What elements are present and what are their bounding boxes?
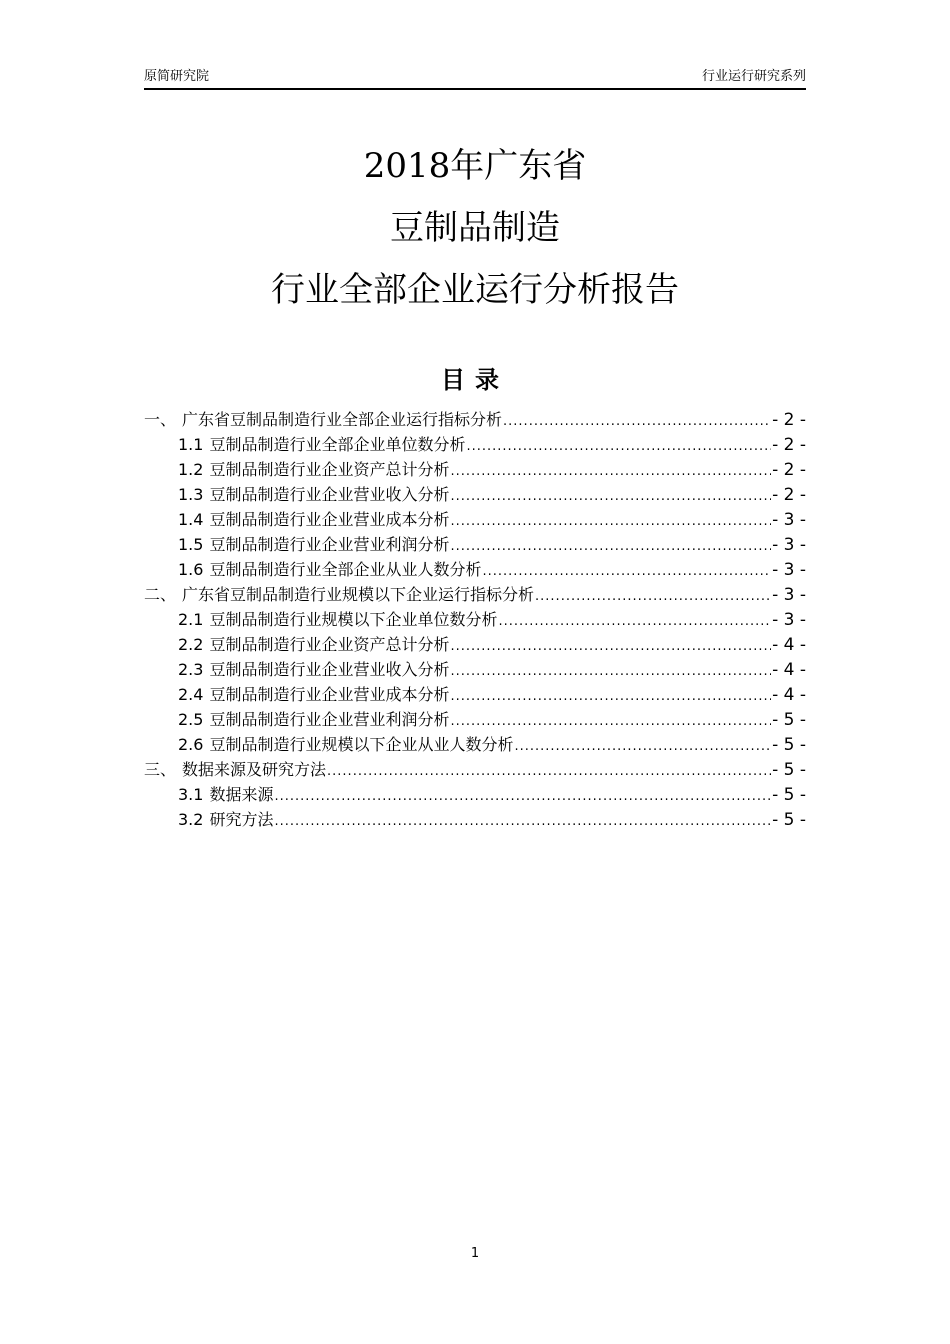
page-number: 1	[470, 1246, 480, 1261]
toc-dot-leader	[450, 709, 771, 734]
toc-entry-number: 2.5	[178, 710, 204, 729]
title-line-2: 豆制品制造	[390, 208, 560, 248]
toc-entry-title: 豆制品制造行业全部企业从业人数分析	[209, 560, 482, 579]
toc-entry[interactable]	[144, 657, 806, 682]
toc-entry-number: 1.5	[178, 535, 204, 554]
toc-entry-number: 1.4	[178, 510, 204, 529]
toc-entry[interactable]	[144, 682, 806, 707]
toc-entry[interactable]	[144, 707, 806, 732]
toc-entry-number: 1.2	[178, 460, 204, 479]
toc-dot-leader	[535, 584, 771, 609]
toc-entry-title: 豆制品制造行业全部企业单位数分析	[209, 435, 466, 454]
toc-entry-title: 豆制品制造行业企业营业收入分析	[209, 660, 450, 679]
toc-entry-number: 3.2	[178, 810, 204, 829]
toc-entry-title: 广东省豆制品制造行业规模以下企业运行指标分析	[182, 585, 535, 604]
toc-entry-page: - 5 -	[772, 785, 806, 805]
toc-entry[interactable]	[144, 732, 806, 757]
toc-entry[interactable]	[144, 507, 806, 532]
toc-dot-leader	[450, 534, 771, 559]
toc-heading: 目录	[441, 366, 509, 394]
toc-dot-leader	[466, 434, 771, 459]
toc-entry-page: - 2 -	[772, 485, 806, 505]
toc-entry-page: - 3 -	[772, 585, 806, 605]
toc-entry-page: - 5 -	[772, 735, 806, 755]
toc-entry-title: 豆制品制造行业企业资产总计分析	[209, 635, 450, 654]
title-line-3: 行业全部企业运行分析报告	[271, 270, 679, 310]
toc-entry-page: - 3 -	[772, 535, 806, 555]
toc-entry[interactable]	[144, 407, 806, 432]
toc-entry-number: 一、	[144, 410, 177, 429]
toc-dot-leader	[450, 459, 771, 484]
toc-entry-title: 数据来源	[209, 785, 274, 804]
toc-dot-leader	[514, 734, 771, 759]
toc-dot-leader	[482, 559, 771, 584]
toc-dot-leader	[450, 509, 771, 534]
toc-dot-leader	[274, 809, 771, 834]
toc-entry-number: 三、	[144, 760, 177, 779]
toc-entry[interactable]	[144, 607, 806, 632]
toc-entry-title: 豆制品制造行业企业营业利润分析	[209, 710, 450, 729]
toc-entry[interactable]	[144, 757, 806, 782]
toc-entry-title: 豆制品制造行业企业资产总计分析	[209, 460, 450, 479]
toc-entry-number: 3.1	[178, 785, 204, 804]
header-organization: 原简研究院	[144, 69, 210, 84]
toc-entry-number: 2.3	[178, 660, 204, 679]
toc-entry[interactable]	[144, 582, 806, 607]
toc-entry-number: 2.4	[178, 685, 204, 704]
toc-entry-title: 豆制品制造行业企业营业收入分析	[209, 485, 450, 504]
toc-entry[interactable]	[144, 482, 806, 507]
toc-entry[interactable]	[144, 807, 806, 832]
title-line-1: 2018年广东省	[363, 146, 587, 186]
toc-entry-page: - 2 -	[772, 435, 806, 455]
toc-dot-leader	[450, 634, 771, 659]
toc-entry[interactable]	[144, 457, 806, 482]
toc-entry-number: 1.1	[178, 435, 204, 454]
toc-entry-title: 研究方法	[209, 810, 274, 829]
toc-dot-leader	[503, 409, 771, 434]
toc-entry-page: - 3 -	[772, 560, 806, 580]
toc-entry-number: 1.3	[178, 485, 204, 504]
toc-entry-page: - 4 -	[772, 635, 806, 655]
header-series: 行业运行研究系列	[701, 69, 806, 84]
toc-entry-page: - 5 -	[772, 760, 806, 780]
toc-entry-number: 2.1	[178, 610, 204, 629]
toc-dot-leader	[450, 659, 771, 684]
toc-entry-number: 2.6	[178, 735, 204, 754]
page-header	[144, 68, 806, 90]
toc-entry-number: 1.6	[178, 560, 204, 579]
toc-entry-title: 广东省豆制品制造行业全部企业运行指标分析	[182, 410, 503, 429]
toc-entry-title: 豆制品制造行业规模以下企业单位数分析	[209, 610, 498, 629]
toc-entry-title: 豆制品制造行业规模以下企业从业人数分析	[209, 735, 514, 754]
toc-dot-leader	[498, 609, 771, 634]
toc-entry[interactable]	[144, 782, 806, 807]
toc-entry-page: - 4 -	[772, 660, 806, 680]
toc-dot-leader	[274, 784, 771, 809]
toc-entry-page: - 4 -	[772, 685, 806, 705]
toc-entry[interactable]	[144, 532, 806, 557]
toc-entry-title: 数据来源及研究方法	[182, 760, 327, 779]
toc-entry[interactable]	[144, 557, 806, 582]
toc-dot-leader	[450, 684, 771, 709]
toc-entry-title: 豆制品制造行业企业营业成本分析	[209, 510, 450, 529]
toc-dot-leader	[327, 759, 771, 784]
toc-entry[interactable]	[144, 632, 806, 657]
toc-entry-title: 豆制品制造行业企业营业成本分析	[209, 685, 450, 704]
toc-dot-leader	[450, 484, 771, 509]
toc-entry-page: - 3 -	[772, 510, 806, 530]
toc-entry-page: - 2 -	[772, 460, 806, 480]
table-of-contents	[144, 407, 806, 832]
toc-entry-page: - 5 -	[772, 810, 806, 830]
toc-entry-number: 2.2	[178, 635, 204, 654]
toc-entry[interactable]	[144, 432, 806, 457]
toc-entry-page: - 2 -	[772, 410, 806, 430]
toc-entry-page: - 5 -	[772, 710, 806, 730]
toc-entry-number: 二、	[144, 585, 177, 604]
toc-entry-title: 豆制品制造行业企业营业利润分析	[209, 535, 450, 554]
toc-entry-page: - 3 -	[772, 610, 806, 630]
